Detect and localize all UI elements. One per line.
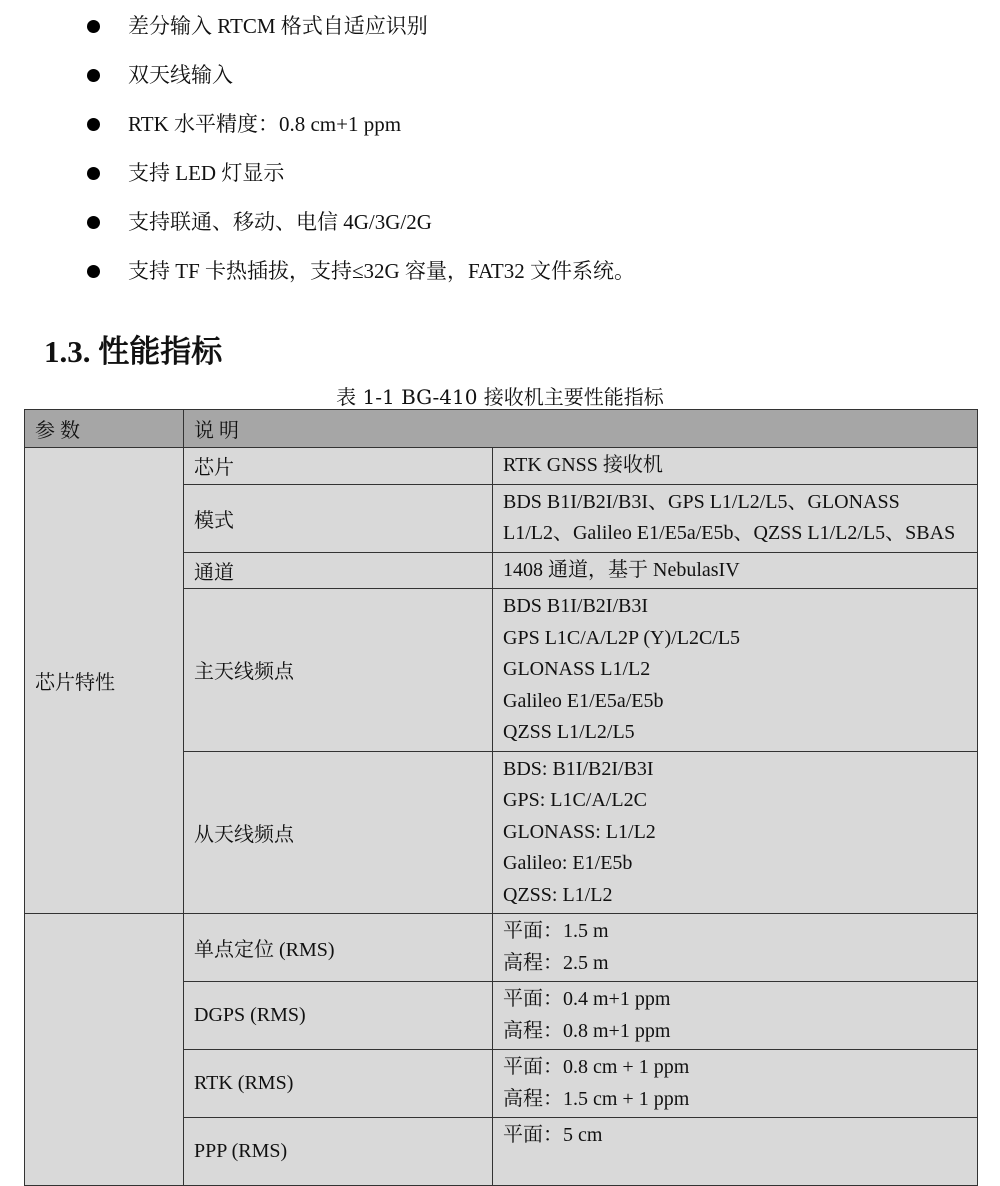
param-value [493,982,978,1050]
value-line: GPS L1C/A/L2P (Y)/L2C/L5 [503,626,741,649]
list-item [86,8,635,57]
value-line: 高程：2.5 m [503,951,609,974]
list-item [86,155,635,204]
list-item [86,106,635,155]
value-line: BDS: B1I/B2I/B3I [503,757,654,780]
value-line: BDS B1I/B2I/B3I [503,595,649,617]
bullet-icon [87,20,100,33]
param-value [493,589,978,752]
table-row [25,914,978,982]
param-key: 模式 [184,484,493,552]
param-value [493,484,978,552]
list-item [86,204,635,253]
header-desc: 说 明 [184,410,978,448]
value-line: BDS B1I/B2I/B3I、GPS L1/L2/L5、GLONASS [503,490,900,513]
value-line: RTK GNSS 接收机 [503,454,663,476]
table-caption: 表 1-1 BG-410 接收机主要性能指标 [336,385,664,409]
value-line: QZSS: L1/L2 [503,883,613,906]
feature-text: 差分输入 RTCM 格式自适应识别 [128,14,428,38]
value-line: 高程：1.5 cm + 1 ppm [503,1087,690,1110]
value-line: QZSS L1/L2/L5 [503,721,635,743]
value-line: 1408 通道，基于 NebulasIV [503,558,740,581]
value-line: L1/L2、Galileo E1/E5a/E5b、QZSS L1/L2/L5、SBAS [503,522,956,544]
table-header-row [25,410,978,448]
param-key: 单点定位 (RMS) [184,914,493,982]
value-line [503,1152,967,1184]
param-value [493,751,978,914]
value-line: 平面：5 cm [503,1124,603,1146]
value-line: 平面：1.5 m [503,920,609,942]
bullet-icon [87,216,100,229]
param-key: PPP (RMS) [184,1118,493,1186]
param-value [493,552,978,589]
value-line: 平面：0.4 m+1 ppm [503,988,671,1010]
feature-text: 支持 TF 卡热插拔，支持≤32G 容量，FAT32 文件系统。 [128,259,635,283]
value-line: GLONASS: L1/L2 [503,820,656,843]
header-param: 参 数 [25,410,184,448]
spec-table [24,409,978,1186]
param-value [493,1050,978,1118]
feature-text: 支持联通、移动、电信 4G/3G/2G [128,210,432,234]
group1-body [25,914,978,1186]
param-key: RTK (RMS) [184,1050,493,1118]
group-label [25,914,184,1186]
value-line: Galileo: E1/E5b [503,852,633,874]
bullet-icon [87,167,100,180]
feature-text: 双天线输入 [128,63,233,87]
value-line: Galileo E1/E5a/E5b [503,689,664,712]
bullet-icon [87,265,100,278]
param-value [493,1118,978,1186]
param-value [493,914,978,982]
group-label: 芯片特性 [25,448,184,914]
feature-list [86,8,635,302]
list-item [86,253,635,302]
param-key: 芯片 [184,448,493,485]
param-key: 通道 [184,552,493,589]
bullet-icon [87,118,100,131]
section-title: 1.3. 性能指标 [44,334,223,369]
param-key: 从天线频点 [184,751,493,914]
bullet-icon [87,69,100,82]
param-key: 主天线频点 [184,589,493,752]
list-item [86,57,635,106]
value-line: 平面：0.8 cm + 1 ppm [503,1056,690,1078]
value-line: GLONASS L1/L2 [503,658,651,680]
feature-text: 支持 LED 灯显示 [128,161,285,185]
feature-text: RTK 水平精度：0.8 cm+1 ppm [128,112,402,136]
table-row [25,448,978,485]
value-line: 高程：0.8 m+1 ppm [503,1019,671,1042]
param-key: DGPS (RMS) [184,982,493,1050]
param-value [493,448,978,485]
value-line: GPS: L1C/A/L2C [503,789,647,811]
